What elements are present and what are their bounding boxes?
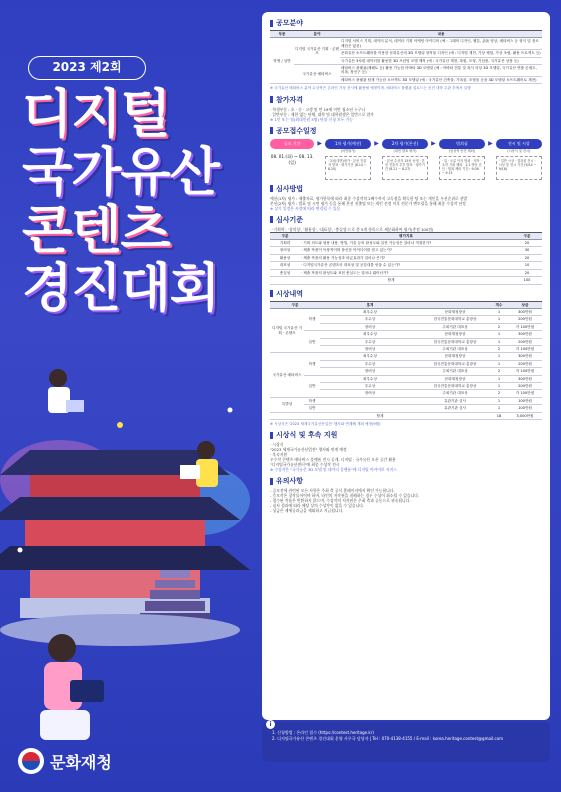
award-rank: 장려상 bbox=[320, 390, 420, 397]
awards-total-prize: 3,000만원 bbox=[508, 412, 542, 419]
award-title: 유관기관 심사 bbox=[420, 397, 490, 404]
award-prize: 각 100만원 bbox=[508, 390, 542, 397]
section-heading: 시상내역 bbox=[270, 289, 542, 299]
criteria-score: 20 bbox=[512, 269, 542, 276]
col-header: 분야 bbox=[294, 31, 340, 38]
eligibility-line: · 일반부문 : 제한 없는 단체, 대학 및 대학원생은 일반으로 참가 bbox=[270, 111, 374, 117]
awards-table bbox=[270, 301, 542, 421]
field-item: 국가유산 3차원 데이터를 활용한 3D 프린팅 모델 제작 (예 : 국가유산 재현, 복원, 모형, 기념품, 국가유산 상품 등) bbox=[340, 57, 542, 64]
schedule-step-sub: (시상식 및 전시) bbox=[507, 148, 531, 153]
col-header-sub bbox=[420, 301, 490, 308]
arrow-right-icon: ▶ bbox=[431, 139, 436, 147]
award-prize: 각 100만원 bbox=[508, 323, 542, 330]
award-prize: 300만원 bbox=[508, 308, 542, 315]
table-row bbox=[270, 405, 542, 412]
award-title: 유관기관 심사 bbox=[420, 405, 490, 412]
award-part: 학생 bbox=[304, 308, 320, 330]
support-line: 우수작 콘텐츠 메타버스 플랫폼 전시 공개, 디지털 · 국가유산 오픈 공간 활용 bbox=[270, 457, 396, 463]
col-header: 내용 bbox=[340, 31, 542, 38]
award-count: 1 bbox=[490, 375, 508, 382]
method-note: ※ 상기 일정은 사정에 따라 변경될 수 있음 bbox=[270, 205, 341, 211]
criteria-score: 10 bbox=[512, 262, 542, 269]
support-line: · 시상식 bbox=[270, 442, 284, 448]
award-part: 일반 bbox=[304, 331, 320, 353]
schedule-flow bbox=[270, 139, 542, 180]
award-prize: 200만원 bbox=[508, 338, 542, 345]
award-part: 학생 bbox=[304, 397, 320, 404]
award-field: 특별상 bbox=[270, 397, 304, 412]
award-title: 문화재청장상 bbox=[420, 308, 490, 315]
table-row-total bbox=[270, 412, 542, 419]
award-field: 디지털 국가유산 기획 · 콘텐츠 bbox=[270, 308, 304, 352]
award-prize: 각 100만원 bbox=[508, 345, 542, 352]
award-title: 주최기관 대표상 bbox=[420, 390, 490, 397]
caution-line: - 상금은 제세공과금을 제외하고 지급됩니다. bbox=[270, 508, 344, 514]
sparkle bbox=[228, 408, 233, 413]
field-item: 문화유산 소프트웨어를 이용한 문화유산의 3D 모델링 창작물 디자인 (예 : 디지털 재현, 가상 체험, 가상 조립, 활용 프로젝트 등) bbox=[341, 51, 541, 56]
award-title: 주최기관 대표상 bbox=[420, 368, 490, 375]
award-rank: 최우수상 bbox=[320, 331, 420, 338]
table-row bbox=[270, 254, 542, 261]
section-awards bbox=[270, 289, 542, 427]
award-rank bbox=[320, 405, 420, 412]
section-heading: 공모분야 bbox=[270, 18, 542, 28]
award-title: 한국전통문화대학교 총장상 bbox=[420, 382, 490, 389]
girl-with-tablet-icon bbox=[40, 634, 104, 740]
section-heading: 참가자격 bbox=[270, 95, 542, 105]
award-count: 2 bbox=[490, 323, 508, 330]
award-title: 주최기관 대표상 bbox=[420, 345, 490, 352]
criteria-desc: · 디지털국가유산 콘텐츠의 대표성 및 공감대를 얻을 수 있는가? bbox=[300, 262, 512, 269]
field-table bbox=[270, 30, 542, 84]
schedule-step bbox=[496, 139, 542, 180]
field-item: 디지털 서비스 기획, 데이터 분석, 데이터 기획 아케팅 아이디어 (예 : 그래픽 디자인, 웹툰, 숏폼 영상, 메타버스 등 형식 및 장르 제한은 없음) bbox=[340, 38, 542, 50]
field-item: 메타버스 플랫폼 탑재 가능한 오브젝트 3D 모델링 (예 : 국가유산 건축물, 가옥물, 조형물 등을 3D 모델링 소프트웨어로 재현) bbox=[340, 76, 542, 83]
awards-note: ※ 시상식은 '2023 세계국가유산산업전' 행사와 연계해 개최 예정(9월) bbox=[270, 422, 381, 426]
schedule-step bbox=[325, 139, 371, 180]
illustration-scene bbox=[0, 330, 262, 750]
award-title: 주최기관 대표상 bbox=[420, 323, 490, 330]
award-rank: 우수상 bbox=[320, 360, 420, 367]
award-prize: 300만원 bbox=[508, 353, 542, 360]
award-count: 1 bbox=[490, 405, 508, 412]
method-line: 본선(2차) 평가 : 발표 및 시연 평가 등을 통해 본선 진출팀 또는 개인 선정 이후 전문가 멘토링을 통해 최종 수상작 선정 bbox=[270, 200, 466, 206]
award-rank: 최우수상 bbox=[320, 308, 420, 315]
award-count: 1 bbox=[490, 360, 508, 367]
award-count: 1 bbox=[490, 338, 508, 345]
field-area: 디지털 국가유산 기획 · 콘텐츠 bbox=[294, 38, 340, 65]
criteria-name: 대표성 bbox=[270, 262, 300, 269]
section-criteria bbox=[270, 215, 542, 285]
award-count: 2 bbox=[490, 345, 508, 352]
awards-total-count: 18 bbox=[490, 412, 508, 419]
award-count: 1 bbox=[490, 316, 508, 323]
award-rank bbox=[320, 397, 420, 404]
criteria-score: 20 bbox=[512, 240, 542, 247]
award-count: 2 bbox=[490, 390, 508, 397]
table-row bbox=[270, 247, 542, 254]
table-row-total bbox=[270, 277, 542, 284]
section-heading: 심사방법 bbox=[270, 184, 542, 194]
contact-line[interactable]: 1. 신청방법 : 온라인 접수 (https://contest.heritage.kr) bbox=[272, 730, 374, 735]
table-row bbox=[270, 353, 542, 360]
poster-left bbox=[0, 0, 262, 792]
table-row bbox=[270, 375, 542, 382]
award-count: 1 bbox=[490, 353, 508, 360]
title-line-2: 국가유산 bbox=[22, 143, 219, 203]
table-row bbox=[270, 269, 542, 276]
table-row bbox=[270, 331, 542, 338]
award-prize: 200만원 bbox=[508, 360, 542, 367]
schedule-step-detail: · 2차(대면)평가 · 본선 진출자 발표 · 평가기간 (8.14 ~ 8.20) bbox=[325, 156, 371, 180]
schedule-step-label: 2차 평가(본선) bbox=[382, 139, 428, 149]
award-prize: 각 100만원 bbox=[508, 368, 542, 375]
eligibility-line: · 학생부문 : 초 · 중 · 고생 및 만 19세 미만 청소년 누구나 bbox=[270, 106, 366, 112]
info-icon: i bbox=[266, 720, 275, 729]
award-title: 한국전통문화대학교 총장상 bbox=[420, 338, 490, 345]
schedule-period-label: 공모 기간 bbox=[270, 139, 314, 149]
schedule-step-label: 범죄심 bbox=[439, 139, 485, 149]
award-title: 한국전통문화대학교 총장상 bbox=[420, 316, 490, 323]
award-prize: 100만원 bbox=[508, 397, 542, 404]
criteria-table bbox=[270, 232, 542, 285]
section-eligibility bbox=[270, 95, 542, 122]
title-line-4: 경진대회 bbox=[22, 259, 219, 319]
award-count: 1 bbox=[490, 382, 508, 389]
title-line-1: 디지털 bbox=[22, 85, 170, 145]
eligibility-note: ※ 1인 또는 팀(최대인원 3명) 단위 신청 모두 가능 bbox=[270, 116, 353, 122]
awards-total-label: 합계 bbox=[270, 412, 490, 419]
caution-line: - 응모작은 창작물이어야 하며, 타인의 저작권을 침해하는 경우 수상이 취소될 수 있습니다. bbox=[270, 493, 420, 499]
award-part: 일반 bbox=[304, 405, 320, 412]
org-logo bbox=[18, 748, 112, 774]
criteria-desc: · 제출 작품의 활용 가능성과 파급효과가 얼마나 큰가? bbox=[300, 254, 512, 261]
col-header: 평가지표 bbox=[300, 232, 512, 239]
award-prize: 300만원 bbox=[508, 375, 542, 382]
award-prize: 200만원 bbox=[508, 316, 542, 323]
edition-badge: 2023 제2회 bbox=[28, 56, 146, 80]
criteria-score: 20 bbox=[512, 254, 542, 261]
criteria-total-label: 합계 bbox=[270, 277, 512, 284]
contact-line[interactable]: 2. 디지털국가유산 콘텐츠 경진대회 운영 사무국 담당자 | Tel : 070-4138-4155 / E-mail : korea.heritage.contest@gmail.com bbox=[272, 736, 503, 741]
section-heading: 심사기준 bbox=[270, 215, 542, 225]
support-line: · 후속지원 bbox=[270, 452, 288, 458]
field-note: ※ 국가유산 메타버스 분야 수상작은 온라인 가상 전시에 활용될 예정이며, 메타버스 플랫폼 업로드는 신진 대학 주관 후에서 실행 bbox=[270, 86, 471, 91]
table-row bbox=[270, 262, 542, 269]
col-header: 부문 bbox=[270, 31, 294, 38]
schedule-step bbox=[439, 139, 485, 180]
criteria-score: 30 bbox=[512, 247, 542, 254]
support-line: "디지털국가유산센터"에 최종 수상작 전시 bbox=[270, 462, 340, 468]
island bbox=[0, 614, 240, 646]
award-count: 1 bbox=[490, 397, 508, 404]
caution-line: - 심사 결과에 따라 해당 상의 수상작이 없을 수 있습니다. bbox=[270, 503, 365, 509]
sparkle bbox=[117, 422, 123, 428]
award-rank: 장려상 bbox=[320, 345, 420, 352]
schedule-step-sub: (임상적 안전 제외) bbox=[448, 148, 475, 153]
schedule-step bbox=[382, 139, 428, 180]
award-title: 문화재청장상 bbox=[420, 353, 490, 360]
section-support bbox=[270, 430, 542, 472]
criteria-desc: · 제출 작품이 독창적이며 참신한 아이디어를 담고 있는가? bbox=[300, 247, 512, 254]
schedule-step-detail: · 본선 수상자 15차 선정 · 본선 진출자 추후 발표 · 평가기간 (8.21 ~ 8.27) bbox=[382, 156, 428, 180]
award-prize: 100만원 bbox=[508, 405, 542, 412]
criteria-name: 충실성 bbox=[270, 269, 300, 276]
award-prize: 200만원 bbox=[508, 382, 542, 389]
support-note: ※ 수상작은 "국가유산 3D 모델 및 데이터 플랫폼"에 디지털 아카이브 서비스 bbox=[270, 467, 397, 473]
col-header: 구분 bbox=[270, 301, 320, 308]
info-panel bbox=[262, 12, 550, 720]
schedule-step-sub: (대면 발표 평가) bbox=[393, 148, 417, 153]
award-rank: 장려상 bbox=[320, 368, 420, 375]
taegeuk-icon bbox=[18, 748, 44, 774]
schedule-period-dates: 08. 01.(화) ~ 08. 13.(일) bbox=[270, 153, 314, 165]
org-name: 문화재청 bbox=[50, 752, 112, 772]
caution-line: - 공모전에 관련된 모든 사항은 주최 측 공식 홈페이지에서 확인 가능합니다. bbox=[270, 488, 395, 494]
section-schedule bbox=[270, 126, 542, 180]
section-caution bbox=[270, 476, 542, 513]
arrow-right-icon: ▶ bbox=[374, 139, 379, 147]
award-rank: 우수상 bbox=[320, 338, 420, 345]
table-row bbox=[270, 240, 542, 247]
col-header: 구분 bbox=[270, 232, 300, 239]
section-heading: 공모접수일정 bbox=[270, 126, 542, 136]
col-header: 구분 bbox=[512, 232, 542, 239]
schedule-period bbox=[270, 139, 314, 166]
section-method bbox=[270, 184, 542, 211]
award-part: 학생 bbox=[304, 353, 320, 375]
field-group: 학생 / 일반 bbox=[270, 38, 294, 84]
criteria-name: 창의성 bbox=[270, 247, 300, 254]
schedule-step-label: 전시 및 시상 bbox=[496, 139, 542, 149]
col-header: 상금 bbox=[508, 301, 542, 308]
person-with-laptop-icon bbox=[48, 369, 84, 413]
caution-line: - 접수된 작품은 반환하지 않으며, 수상작의 저작권은 주최 측과 공동으로 귀속됩니다. bbox=[270, 498, 411, 504]
table-row bbox=[270, 397, 542, 404]
section-heading: 시상식 및 후속 지원 bbox=[270, 430, 542, 440]
arrow-right-icon: ▶ bbox=[488, 139, 493, 147]
criteria-name: 활용성 bbox=[270, 254, 300, 261]
award-rank: 최우수상 bbox=[320, 353, 420, 360]
table-row bbox=[270, 308, 542, 315]
award-count: 2 bbox=[490, 368, 508, 375]
criteria-desc: · 제출 작품의 완성도와 표현 충실도는 얼마나 뛰어난가? bbox=[300, 269, 512, 276]
award-rank: 우수상 bbox=[320, 316, 420, 323]
field-item: 메타버스 플랫폼(제페토 등) 활용 가능한 아바타 3D 모델링 (예 : 아바타 전통 및 복식 의상 3D 모델링, 국가유산 연출 콘셉트, 의복, 장신구 등) bbox=[340, 65, 542, 77]
award-title: 문화재청장상 bbox=[420, 331, 490, 338]
award-field: 국가유산 메타버스 bbox=[270, 353, 304, 397]
criteria-name: 기획력 bbox=[270, 240, 300, 247]
awards-body bbox=[270, 308, 542, 419]
contact-info-bar bbox=[262, 722, 550, 762]
support-line: "2023 세계국가유산산업전" 행사와 연계 예정 bbox=[270, 447, 347, 453]
title-line-3: 콘텐츠 bbox=[22, 201, 170, 261]
sparkle bbox=[18, 548, 23, 553]
schedule-step-detail: · 입 · 오류 이의 범죄 · 저작 · 초작 기획 제외 · 1:1 방문 승인 · 범죄 제외 기간 : 9.08 ~ 9.15 bbox=[439, 156, 485, 180]
col-header: 개수 bbox=[490, 301, 508, 308]
award-count: 1 bbox=[490, 331, 508, 338]
award-rank: 장려상 bbox=[320, 323, 420, 330]
award-title: 문화재청장상 bbox=[420, 375, 490, 382]
award-rank: 우수상 bbox=[320, 382, 420, 389]
criteria-total: 100 bbox=[512, 277, 542, 284]
award-title: 한국전통문화대학교 총장상 bbox=[420, 360, 490, 367]
award-rank: 최우수상 bbox=[320, 375, 420, 382]
section-field bbox=[270, 18, 542, 91]
col-header: 훈격 bbox=[320, 301, 420, 308]
criteria-desc: · 기획 의도와 형용 내용, 방법, 기술 등의 완성도와 실현 가능성은 얼마나 적절한가? bbox=[300, 240, 512, 247]
schedule-step-detail: · 일반 시상 · 결과물 전시 · 시상 및 전시 기간 (9/14 ~ 9/18) bbox=[496, 156, 542, 180]
poster-title bbox=[22, 86, 219, 318]
method-line: 예선(1차) 평가 : 제출자료, 평가항목에 따라 최종 수상작의 2배수까지 고득점을 획득한 팀 또는 개인을 우선순위로 선발 bbox=[270, 195, 468, 201]
award-part: 일반 bbox=[304, 375, 320, 397]
award-prize: 300만원 bbox=[508, 331, 542, 338]
field-area: 국가유산 메타버스 bbox=[294, 65, 340, 84]
award-count: 1 bbox=[490, 308, 508, 315]
schedule-step-label: 1차 평가(예선) bbox=[325, 139, 371, 149]
schedule-step-sub: (서면평가) bbox=[340, 148, 356, 153]
arrow-right-icon: ▶ bbox=[317, 139, 322, 147]
criteria-intro: · '기획력', '창의성', '활용성', '대표성', '충실성'으로 총 5개 항목으로 세분화하여 평가(총점 100점) bbox=[270, 226, 434, 232]
section-heading: 유의사항 bbox=[270, 476, 542, 486]
